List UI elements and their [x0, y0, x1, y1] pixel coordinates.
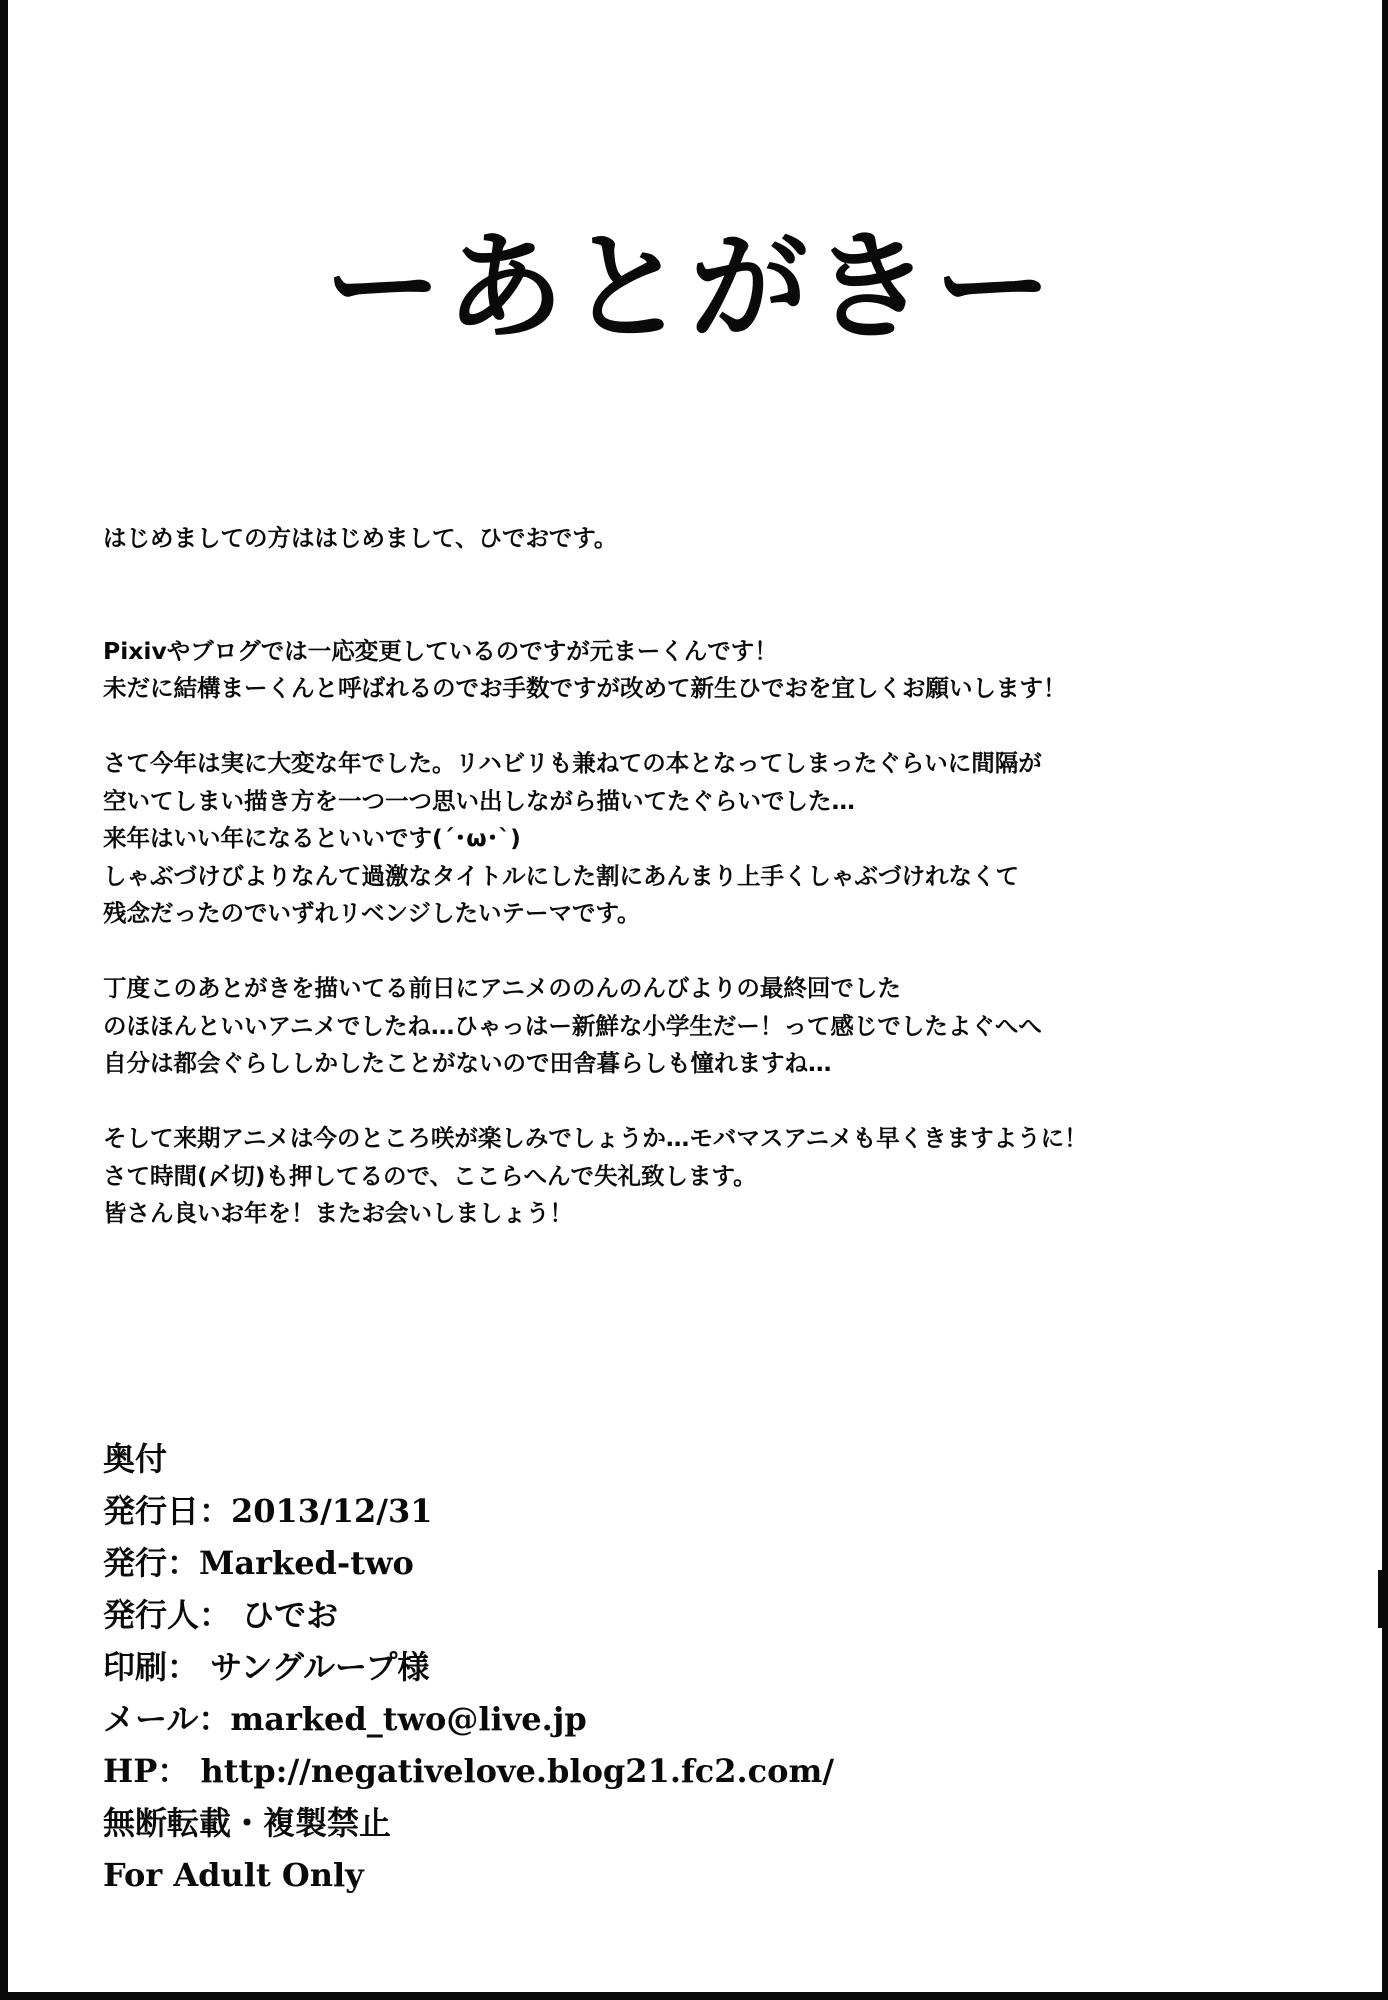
- text-line: はじめましての方ははじめまして、ひでおです。: [103, 524, 618, 552]
- colophon: [103, 1433, 1003, 1901]
- publication-date: 発行日：2013/12/31: [103, 1492, 433, 1530]
- author: 発行人： ひでお: [103, 1596, 339, 1634]
- page-border-bottom: [0, 1992, 1388, 2000]
- text-line: 来年はいい年になるといいです(´･ω･`): [103, 824, 521, 852]
- text-line: 空いてしまい描き方を一つ一つ思い出しながら描いてたぐらいでした…: [103, 786, 855, 815]
- rating-notice: For Adult Only: [103, 1856, 364, 1894]
- printer: 印刷： サングループ様: [103, 1648, 430, 1686]
- page-border-left: [0, 0, 8, 2000]
- text-line: 自分は都会ぐらししかしたことがないので田舎暮らしも憧れますね…: [103, 1049, 832, 1077]
- text-line: そして来期アニメは今のところ咲が楽しみでしょうか…モバマスアニメも早くきますように！: [103, 1124, 1088, 1152]
- afterword-text: [103, 520, 1303, 1233]
- text-line: しゃぶづけびよりなんて過激なタイトルにした割にあんまり上手くしゃぶづけれなくて: [103, 861, 1020, 890]
- text-line: 未だに結構まーくんと呼ばれるのでお手数ですが改めて新生ひでおを宜しくお願いします！: [103, 674, 1067, 702]
- publisher: 発行：Marked-two: [103, 1544, 414, 1582]
- text-line: Pixivやブログでは一応変更しているのですが元まーくんです！: [103, 636, 778, 665]
- text-line: さて今年は実に大変な年でした。リハビリも兼ねての本となってしまったぐらいに間隔が: [103, 749, 1042, 777]
- page-border-right: [1382, 0, 1388, 2000]
- scan-edge-mark: [1378, 1570, 1382, 1628]
- text-line: 丁度このあとがきを描いてる前日にアニメののんのんびよりの最終回でした: [103, 974, 901, 1002]
- colophon-heading: 奥付: [103, 1440, 168, 1478]
- reproduction-notice: 無断転載・複製禁止: [103, 1804, 392, 1842]
- text-line: 残念だったのでいずれリベンジしたいテーマです。: [103, 899, 641, 927]
- contact-email: メール：marked_two@live.jp: [103, 1700, 587, 1738]
- page-title: ーあとがきー: [323, 218, 1056, 356]
- text-line: のほほんといいアニメでしたね…ひゃっはー新鮮な小学生だー！って感じでしたよぐへへ: [103, 1011, 1042, 1040]
- homepage-url: HP： http://negativelove.blog21.fc2.com/: [103, 1752, 835, 1790]
- text-line: 皆さん良いお年を！またお会いしましょう！: [103, 1199, 573, 1227]
- text-line: さて時間(〆切)も押してるので、ここらへんで失礼致します。: [103, 1161, 757, 1190]
